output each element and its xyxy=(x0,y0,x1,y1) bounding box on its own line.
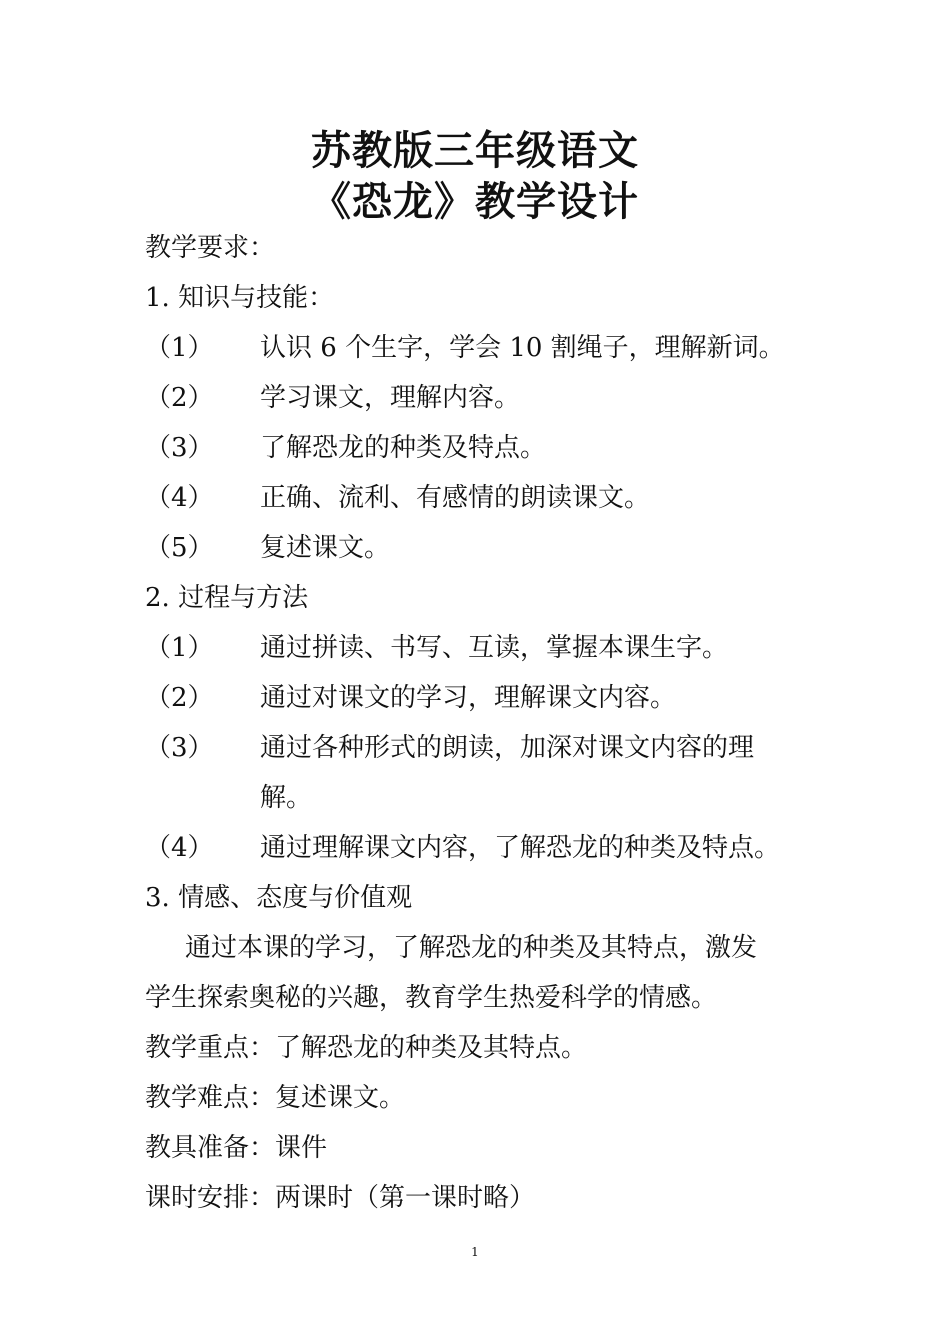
document-subtitle: 《恐龙》教学设计 xyxy=(311,178,639,225)
section-2-heading: 2. 过程与方法 xyxy=(145,583,309,613)
key-point: 教学重点：了解恐龙的种类及其特点。 xyxy=(145,1033,588,1063)
list-number: （2） xyxy=(145,683,214,713)
difficulty: 教学难点：复述课文。 xyxy=(145,1083,406,1113)
list-number: （3） xyxy=(145,433,214,463)
paragraph-line: 通过本课的学习，了解恐龙的种类及其特点，激发 xyxy=(185,933,758,963)
list-number: （1） xyxy=(145,333,214,363)
list-item: 通过拼读、书写、互读，掌握本课生字。 xyxy=(260,633,729,663)
list-number: （4） xyxy=(145,833,214,863)
paragraph-line: 学生探索奥秘的兴趣，教育学生热爱科学的情感。 xyxy=(145,983,718,1013)
document-title: 苏教版三年级语文 xyxy=(311,127,639,174)
section-1-heading: 1. 知识与技能： xyxy=(145,283,335,313)
list-item: 正确、流利、有感情的朗读课文。 xyxy=(260,483,651,513)
list-item: 了解恐龙的种类及特点。 xyxy=(260,433,547,463)
preparation: 教具准备：课件 xyxy=(145,1133,328,1163)
page-number: 1 xyxy=(471,1245,479,1259)
list-item-continuation: 解。 xyxy=(260,783,313,813)
list-number: （3） xyxy=(145,733,214,763)
section-3-heading: 3. 情感、态度与价值观 xyxy=(145,883,413,913)
list-number: （1） xyxy=(145,633,214,663)
list-number: （4） xyxy=(145,483,214,513)
list-item: 学习课文，理解内容。 xyxy=(260,383,521,413)
schedule: 课时安排：两课时（第一课时略） xyxy=(145,1183,536,1213)
list-item: 认识 6 个生字，学会 10 割绳子，理解新词。 xyxy=(260,333,785,363)
list-item: 通过各种形式的朗读，加深对课文内容的理 xyxy=(260,733,755,763)
list-number: （5） xyxy=(145,533,214,563)
list-item: 复述课文。 xyxy=(260,533,391,563)
list-item: 通过对课文的学习，理解课文内容。 xyxy=(260,683,677,713)
requirements-heading: 教学要求： xyxy=(145,233,276,263)
list-number: （2） xyxy=(145,383,214,413)
list-item: 通过理解课文内容，了解恐龙的种类及特点。 xyxy=(260,833,781,863)
